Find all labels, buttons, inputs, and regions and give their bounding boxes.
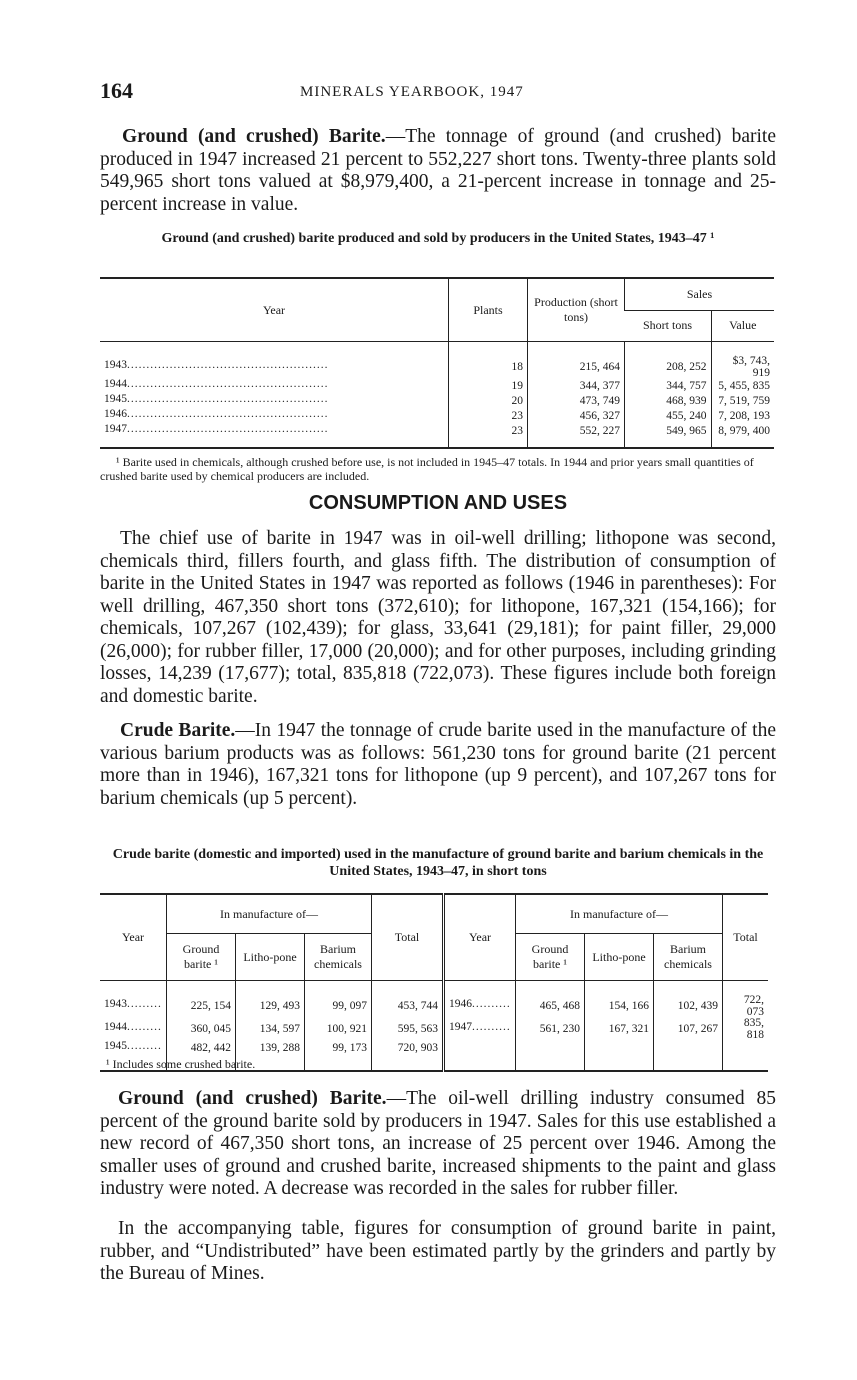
t1-header-year: Year: [100, 278, 449, 342]
leader-dots: [472, 999, 511, 1010]
t2-litho: 134, 597: [236, 1018, 305, 1041]
t2-year: 1943: [104, 999, 127, 1010]
table-row: [100, 342, 774, 380]
t1-value: 5, 455, 835: [711, 379, 774, 394]
t2-year: 1947: [449, 1022, 472, 1033]
t1-value: $3, 743, 919: [711, 342, 774, 380]
t1-short-tons: 344, 757: [625, 379, 712, 394]
t2-year: 1946: [449, 999, 472, 1010]
t2-header-total: Total: [372, 894, 444, 981]
t2-year: 1944: [104, 1022, 127, 1033]
table-row: [100, 394, 774, 409]
t2-barium: 107, 267: [654, 1018, 723, 1041]
intro-lead: Ground (and crushed) Barite.: [122, 126, 386, 147]
table-row: [100, 424, 774, 448]
t1-production: 215, 464: [528, 342, 625, 380]
t1-value: 7, 208, 193: [711, 409, 774, 424]
table2-caption: Crude barite (domestic and imported) used in the manufacture of ground barite and barium chemicals in the United States, 1943–47, in short tons: [112, 847, 764, 879]
t2-header-in-manufacture: In manufacture of—: [167, 894, 372, 934]
t2-total: 453, 744: [372, 981, 444, 1019]
t2-total: 835, 818: [723, 1018, 769, 1041]
t1-plants: 23: [449, 409, 528, 424]
section-heading: CONSUMPTION AND USES: [308, 492, 568, 514]
t1-production: 344, 377: [528, 379, 625, 394]
leader-dots: [127, 1041, 162, 1052]
t1-plants: 19: [449, 379, 528, 394]
leader-dots: [127, 379, 329, 390]
t2-barium: 99, 173: [305, 1041, 372, 1071]
t1-year: 1945: [104, 394, 127, 405]
t2-total: 720, 903: [372, 1041, 444, 1071]
t1-header-production: Production (short tons): [528, 278, 625, 342]
t2-header-barium: Barium chemicals: [305, 934, 372, 981]
ground-text: —The oil-well drilling industry consumed 85 percent of the ground barite sold by producers in 1947. Sales for this use established a new record of 467,350 short tons, an increase of 25 percent over 1946. Among the smaller uses of ground and crushed barite, increased shipments to the paint and glass industry were noted. A decrease was recorded in the sales for rubber filler.: [100, 1088, 776, 1199]
crude-lead: Crude Barite.: [120, 720, 236, 741]
t1-short-tons: 468, 939: [625, 394, 712, 409]
t1-production: 456, 327: [528, 409, 625, 424]
t1-header-sales: Sales: [625, 278, 775, 310]
t2-ground: 225, 154: [167, 981, 236, 1019]
t2-ground: 561, 230: [516, 1018, 585, 1041]
t1-header-plants: Plants: [449, 278, 528, 342]
t2-litho: 139, 288: [236, 1041, 305, 1071]
running-head: MINERALS YEARBOOK, 1947: [300, 84, 524, 100]
table-crude-barite-usage: [100, 893, 768, 1072]
t1-year: 1946: [104, 409, 127, 420]
t2-header-ground: Ground barite ¹: [516, 934, 585, 981]
t1-header-short-tons: Short tons: [625, 310, 712, 341]
t2-litho: 129, 493: [236, 981, 305, 1019]
t2-header-ground: Ground barite ¹: [167, 934, 236, 981]
crude-paragraph: [100, 720, 776, 810]
t1-header-value: Value: [711, 310, 774, 341]
table1-footnote: ¹ Barite used in chemicals, although crushed before use, is not included in 1945–47 totals. In 1944 and prior years small quantities of crushed barite used by chemical producers are included.: [100, 455, 754, 483]
t2-header-litho: Litho-pone: [585, 934, 654, 981]
leader-dots: [127, 424, 329, 435]
t1-plants: 23: [449, 424, 528, 448]
t2-barium: 100, 921: [305, 1018, 372, 1041]
t1-plants: 18: [449, 342, 528, 380]
t1-production: 473, 749: [528, 394, 625, 409]
table-row: [100, 409, 774, 424]
t2-barium: 99, 097: [305, 981, 372, 1019]
t2-total: 722, 073: [723, 981, 769, 1019]
t2-litho: 154, 166: [585, 981, 654, 1019]
table2-footnote: ¹ Includes some crushed barite.: [106, 1057, 256, 1071]
t1-year: 1943: [104, 360, 127, 371]
t2-header-barium: Barium chemicals: [654, 934, 723, 981]
t2-litho: 167, 321: [585, 1018, 654, 1041]
t2-ground: 360, 045: [167, 1018, 236, 1041]
t1-plants: 20: [449, 394, 528, 409]
leader-dots: [127, 409, 329, 420]
table1-caption: Ground (and crushed) barite produced and sold by producers in the United States, 1943–47 ¹: [161, 231, 715, 246]
leader-dots: [127, 999, 162, 1010]
t1-short-tons: 549, 965: [625, 424, 712, 448]
table-ground-barite-production: [100, 277, 774, 449]
t1-production: 552, 227: [528, 424, 625, 448]
t1-value: 7, 519, 759: [711, 394, 774, 409]
ground-lead: Ground (and crushed) Barite.: [118, 1088, 387, 1109]
page-header: [100, 78, 770, 108]
t2-header-litho: Litho-pone: [236, 934, 305, 981]
ground-paragraph: [100, 1088, 776, 1201]
table-row: [100, 1018, 768, 1041]
t2-header-total: Total: [723, 894, 769, 981]
t2-header-in-manufacture: In manufacture of—: [516, 894, 723, 934]
leader-dots: [472, 1022, 511, 1033]
t2-year: 1945: [104, 1041, 127, 1052]
leader-dots: [127, 394, 329, 405]
t2-total: 595, 563: [372, 1018, 444, 1041]
table-row: [100, 379, 774, 394]
t1-value: 8, 979, 400: [711, 424, 774, 448]
page-number: 164: [100, 78, 133, 103]
t2-header-year: Year: [444, 894, 516, 981]
closing-paragraph: In the accompanying table, figures for consumption of ground barite in paint, rubber, and “Undistributed” have been estimated partly by the grinders and partly by the Bureau of Mines.: [100, 1218, 776, 1284]
t2-header-year: Year: [100, 894, 167, 981]
table-row: [100, 981, 768, 1019]
t2-ground: 482, 442: [167, 1041, 236, 1071]
intro-text: —The tonnage of ground (and crushed) barite produced in 1947 increased 21 percent to 552,227 short tons. Twenty-three plants sold 549,965 short tons valued at $8,979,400, a 21-percent increase in tonnage and 25-percent increase in value.: [100, 126, 776, 215]
crude-text: —In 1947 the tonnage of crude barite used in the manufacture of the various barium products was as follows: 561,230 tons for ground barite (21 percent more than in 1946), 167,321 tons for lithopone (up 9 percent), and 107,267 tons for barium chemicals (up 5 percent).: [100, 720, 776, 809]
t1-year: 1947: [104, 424, 127, 435]
leader-dots: [127, 1022, 162, 1033]
consumption-paragraph: The chief use of barite in 1947 was in oil-well drilling; lithopone was second, chemicals third, fillers fourth, and glass fifth. The distribution of consumption of barite in the United States in 1947 was reported as follows (1946 in parentheses): For well drilling, 467,350 short tons (372,610); for lithopone, 167,321 (154,166); for chemicals, 107,267 (102,439); for glass, 33,641 (29,181); for paint filler, 29,000 (26,000); for rubber filler, 17,000 (20,000); and for other purposes, including grinding losses, 14,239 (17,677); total, 835,818 (722,073). These figures include both foreign and domestic barite.: [100, 528, 776, 707]
t2-ground: 465, 468: [516, 981, 585, 1019]
t2-barium: 102, 439: [654, 981, 723, 1019]
t1-short-tons: 455, 240: [625, 409, 712, 424]
t1-year: 1944: [104, 379, 127, 390]
intro-paragraph: [100, 126, 776, 216]
t1-short-tons: 208, 252: [625, 342, 712, 380]
leader-dots: [127, 360, 329, 371]
